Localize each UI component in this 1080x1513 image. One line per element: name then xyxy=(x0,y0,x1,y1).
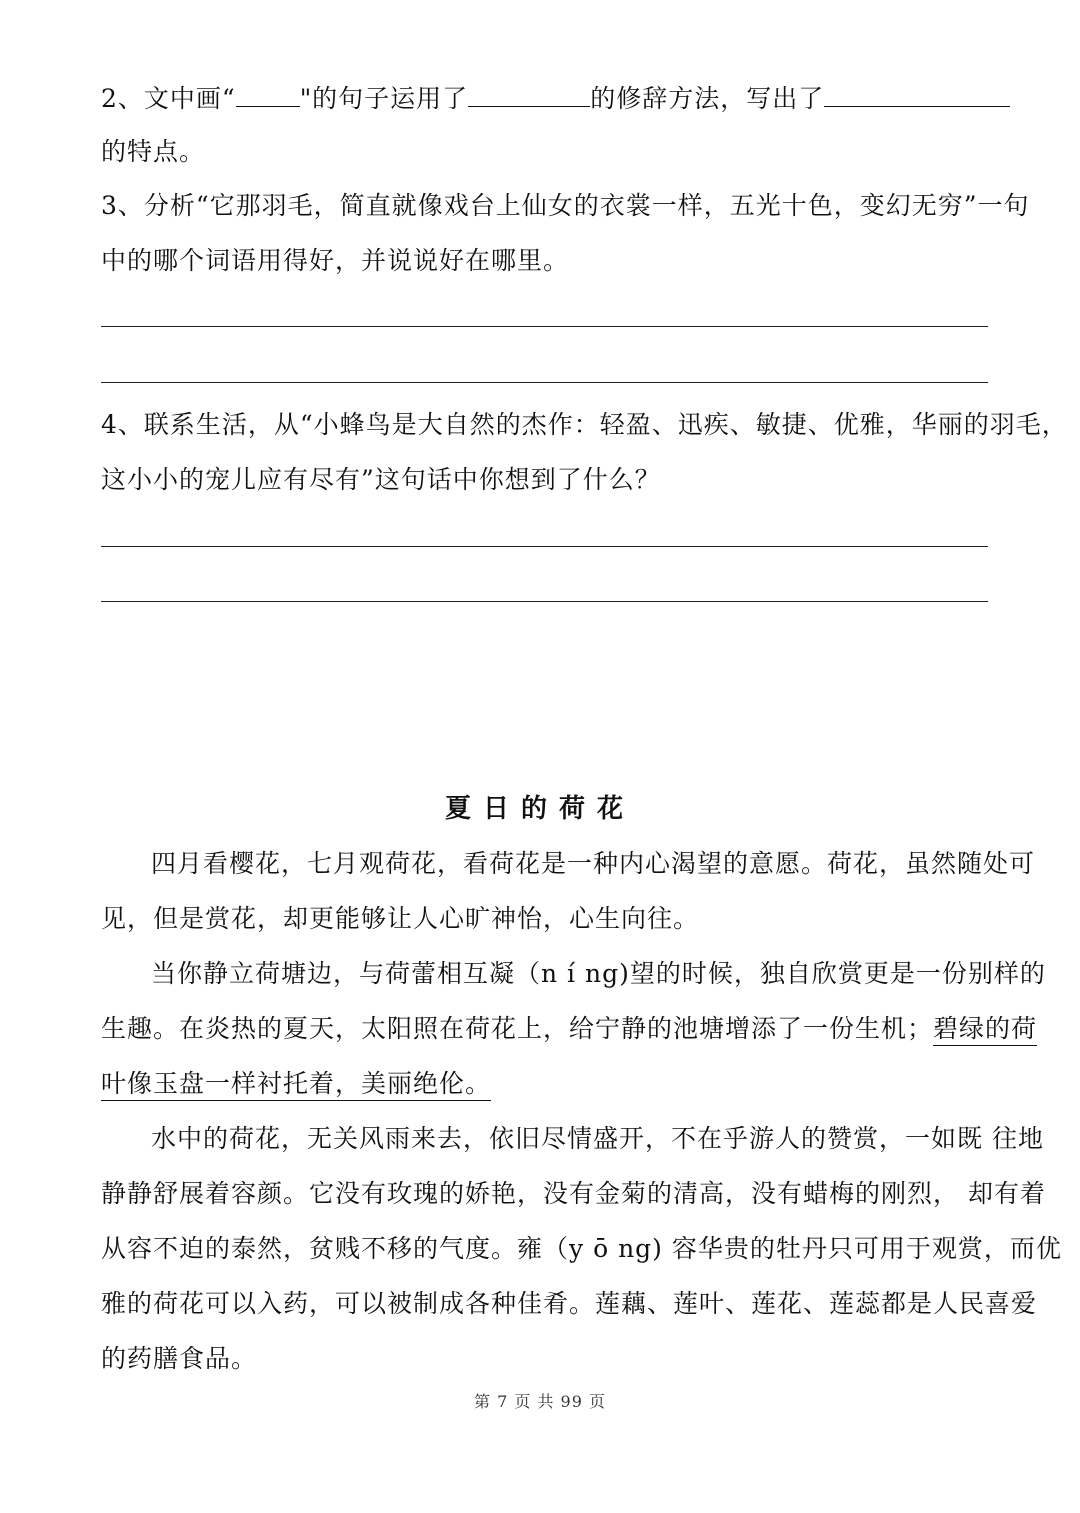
q2-blank-1[interactable] xyxy=(236,80,300,107)
q2-text-part2: "的句子运用了 xyxy=(299,84,469,113)
q2-text-part3: 的修辞方法，写出了 xyxy=(590,84,825,113)
answer-line-q3-2[interactable] xyxy=(101,382,988,383)
q2-blank-2[interactable] xyxy=(468,80,590,107)
paragraph-2-line-3 xyxy=(101,1067,991,1101)
question-2-line-2: 的特点。 xyxy=(101,137,206,166)
question-3-line-2: 中的哪个词语用得好，并说说好在哪里。 xyxy=(101,246,570,275)
paragraph-1-line-2: 见，但是赏花，却更能够让人心旷神怡，心生向往。 xyxy=(101,904,700,933)
q2-text-part1: 2、文中画“ xyxy=(101,84,236,113)
question-2-line-1 xyxy=(101,80,991,116)
page-footer: 第 7 页 共 99 页 xyxy=(474,1392,606,1411)
paragraph-1-line-1: 四月看樱花，七月观荷花，看荷花是一种内心渴望的意愿。荷花，虽然随处可 xyxy=(151,849,1036,878)
answer-line-q4-2[interactable] xyxy=(101,601,988,602)
underlined-sentence-part-1: 碧绿的荷 xyxy=(933,1014,1037,1046)
question-4-line-2: 这小小的宠儿应有尽有”这句话中你想到了什么？ xyxy=(101,465,661,494)
question-3-line-1: 3、分析“它那羽毛，简直就像戏台上仙女的衣裳一样，五光十色，变幻无穷”一句 xyxy=(101,191,1030,220)
paragraph-2-line-2-text: 生趣。在炎热的夏天，太阳照在荷花上，给宁静的池塘增添了一份生机； xyxy=(101,1014,934,1043)
paragraph-2-line-1: 当你静立荷塘边，与荷蕾相互凝（n í ng)望的时候，独自欣赏更是一份别样的 xyxy=(151,959,1046,988)
paragraph-3-line-1: 水中的荷花，无关风雨来去，依旧尽情盛开，不在乎游人的赞赏，一如既 往地 xyxy=(151,1124,1044,1153)
paragraph-3-line-5: 的药膳食品。 xyxy=(101,1344,258,1373)
paragraph-3-line-4: 雅的荷花可以入药，可以被制成各种佳肴。莲藕、莲叶、莲花、莲蕊都是人民喜爱 xyxy=(101,1289,1038,1318)
paragraph-3-line-2: 静静舒展着容颜。它没有玫瑰的娇艳，没有金菊的清高，没有蜡梅的刚烈， 却有着 xyxy=(101,1179,1046,1208)
answer-line-q3-1[interactable] xyxy=(101,326,988,327)
paragraph-3-line-3: 从容不迫的泰然，贫贱不移的气度。雍（y ō ng) 容华贵的牡丹只可用于观赏，而优 xyxy=(101,1234,1062,1263)
q2-blank-3[interactable] xyxy=(824,80,1010,107)
answer-line-q4-1[interactable] xyxy=(101,546,988,547)
underlined-sentence-part-2: 叶像玉盘一样衬托着，美丽绝伦。 xyxy=(101,1069,491,1101)
paragraph-2-line-2 xyxy=(101,1012,1038,1046)
article-title: 夏日的荷花 xyxy=(444,794,635,824)
question-4-line-1: 4、联系生活，从“小蜂鸟是大自然的杰作：轻盈、迅疾、敏捷、优雅，华丽的羽毛， xyxy=(101,410,1068,439)
